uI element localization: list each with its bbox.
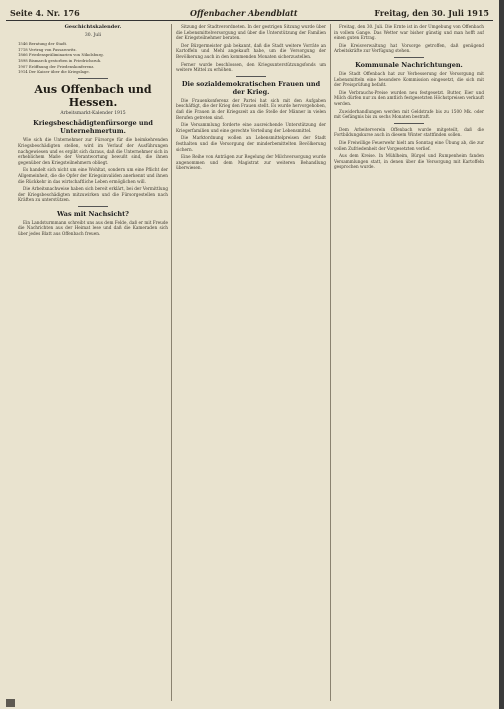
page-header [6, 6, 493, 20]
article-paragraph: Die Marktordnung wollen an Lebensmittelpreisen der Stadt festhalten und die Versorgung der minderbemittelten Bevölkerung sichern. [176, 135, 326, 152]
scan-edge [499, 0, 504, 709]
article-paragraph: Sitzung der Stadtverordneten. In der gestrigen Sitzung wurde über die Lebensmittelversorgung und über die Unterstützung der Familien der Kriegsteilnehmer beraten. [176, 24, 326, 41]
page-number: Seite 4. Nr. 176 [10, 8, 80, 18]
archive-tag [6, 699, 15, 707]
column-divider [171, 24, 172, 701]
article-title: Was mit Nachsicht? [57, 209, 129, 218]
calendar-entry: 1907 Eröffnung der Friedenskonferenz. [18, 63, 95, 69]
article-paragraph: Zuwiderhandlungen werden mit Geldstrafe bis zu 1500 Mk. oder mit Gefängnis bis zu sechs Monaten bestraft. [334, 108, 484, 120]
column-2 [176, 24, 326, 703]
article-paragraph: Ferner wurde beschlossen, den Kriegsunterstützungsfonds um weitere Mittel zu erhöhen. [176, 61, 326, 73]
calendar-title: Geschichtskalender. [64, 24, 122, 30]
article-paragraph: Eine Reihe von Anträgen zur Regelung der Milchversorgung wurde angenommen und dem Magistrat zur weiteren Behandlung überwiesen. [176, 154, 326, 171]
newspaper-title: Offenbacher Abendblatt [190, 8, 298, 18]
article-paragraph: Die Stadt Offenbach hat zur Verbesserung der Versorgung mit Lebensmitteln eine besondere Kommission eingesetzt, die sich mit der Preisprüfung befaßt. [334, 70, 484, 88]
article-paragraph: Ein Landsturmmann schreibt uns aus dem Felde, daß er mit Freude die Nachrichten aus der Heimat lese und daß die Kameraden sich über jedes Blatt aus Offenbach freuen. [18, 219, 168, 237]
calendar-entry: 1718 Vertrag von Passarowitz. [18, 46, 77, 52]
article-paragraph: Der Bürgermeister gab bekannt, daß die Stadt weitere Vorräte an Kartoffeln und Mehl angekauft habe, um die Versorgung der Bevölkerung auch in den kommenden Monaten sicherzustellen. [176, 42, 326, 59]
article-paragraph: Aus dem Kreise. In Mühlheim, Bürgel und Rumpenheim fanden Versammlungen statt, in denen über die Versorgung mit Kartoffeln gesprochen wurde. [334, 153, 484, 170]
issue-date: Freitag, den 30. Juli 1915 [374, 8, 489, 18]
separator [78, 206, 108, 207]
separator [78, 78, 108, 79]
article-paragraph: Die Kreisverwaltung hat Vorsorge getroffen, daß genügend Arbeitskräfte zur Verfügung stehen. [334, 42, 484, 54]
column-1 [18, 24, 168, 703]
article-paragraph: Die Versammlung forderte eine ausreichende Unterstützung der Kriegerfamilien und eine gerechte Verteilung der Lebensmittel. [176, 122, 326, 133]
article-paragraph: Wie sich die Unternehmer zur Fürsorge für die heimkehrenden Kriegsbeschädigten stellen, wird im Verlauf der Ausführungen nachgewiesen und es ergibt sich daraus, daß die Unternehmer sich in erheblichem Maße der Verantwortung bewußt sind, die ihnen gegenüber den Kriegsteilnehmern obliegt. [18, 137, 168, 165]
column-divider [330, 24, 331, 701]
calendar-date: 30. Juli [84, 32, 102, 38]
header-rule [6, 20, 493, 21]
article-title: Die sozialdemokratischen Frauen und der Krieg. [181, 79, 321, 96]
separator [394, 57, 424, 58]
separator [236, 76, 266, 77]
calendar-entry: 1898 Bismarck gestorben in Friedrichsruh. [18, 57, 102, 63]
article-title: Kriegsbeschädigtenfürsorge und Unternehmertum. [33, 119, 153, 136]
article-paragraph: Freitag, den 30. Juli. Die Ernte ist in der Umgebung von Offenbach in vollem Gange. Das Wetter war bisher günstig und man hofft auf einen guten Ertrag. [334, 24, 484, 41]
article-paragraph: Die Arbeitsnachweise haben sich bereit erklärt, bei der Vermittlung der Kriegsbeschädigten mitzuwirken und die Fürsorgestellen nach Kräften zu unterstützen. [18, 186, 168, 203]
calendar-list [18, 41, 168, 75]
article-paragraph: Die Frauenkonferenz der Partei hat sich mit den Aufgaben beschäftigt, die der Krieg den Frauen stellt. Es wurde hervorgehoben, daß die Frauen in der Kriegszeit an die Stelle der Männer in vielen Berufen getreten sind. [176, 97, 326, 120]
article-title: Kommunale Nachrichtungen. [355, 60, 463, 69]
column-3 [334, 24, 484, 703]
section-subtitle: Arbeitsmarkt-Kalender 1915 [60, 110, 126, 116]
article-paragraph: Die Verbrauchs-Preise wurden neu festgesetzt. Butter, Eier und Milch dürfen nur zu den amtlich festgesetzten Höchstpreisen verkauft werden. [334, 89, 484, 106]
article-paragraph: Es handelt sich nicht um eine Wohltat, sondern um eine Pflicht der Allgemeinheit, die die Opfer der Kriegsinvaliden anerkennt und ihnen die Rückkehr in das wirtschaftliche Leben ermöglichen will. [18, 167, 168, 184]
article-paragraph: Dem Arbeiterverein Offenbach wurde mitgeteilt, daß die Fortbildungskurse auch in diesem Winter stattfinden sollen. [334, 126, 484, 138]
separator [394, 123, 424, 124]
calendar-entry: 1914 Der Kaiser über die Kriegslage. [18, 69, 90, 75]
calendar-entry: 1546 Beratung der Stadt. [18, 41, 68, 47]
article-paragraph: Die Freiwillige Feuerwehr hielt am Sonntag eine Übung ab, die zur vollen Zufriedenheit der Vorgesetzten verlief. [334, 139, 484, 151]
section-title: Aus Offenbach und Hessen. [34, 82, 152, 109]
calendar-entry: 1866 Friedenspräliminarien von Nikolsburg. [18, 52, 104, 58]
